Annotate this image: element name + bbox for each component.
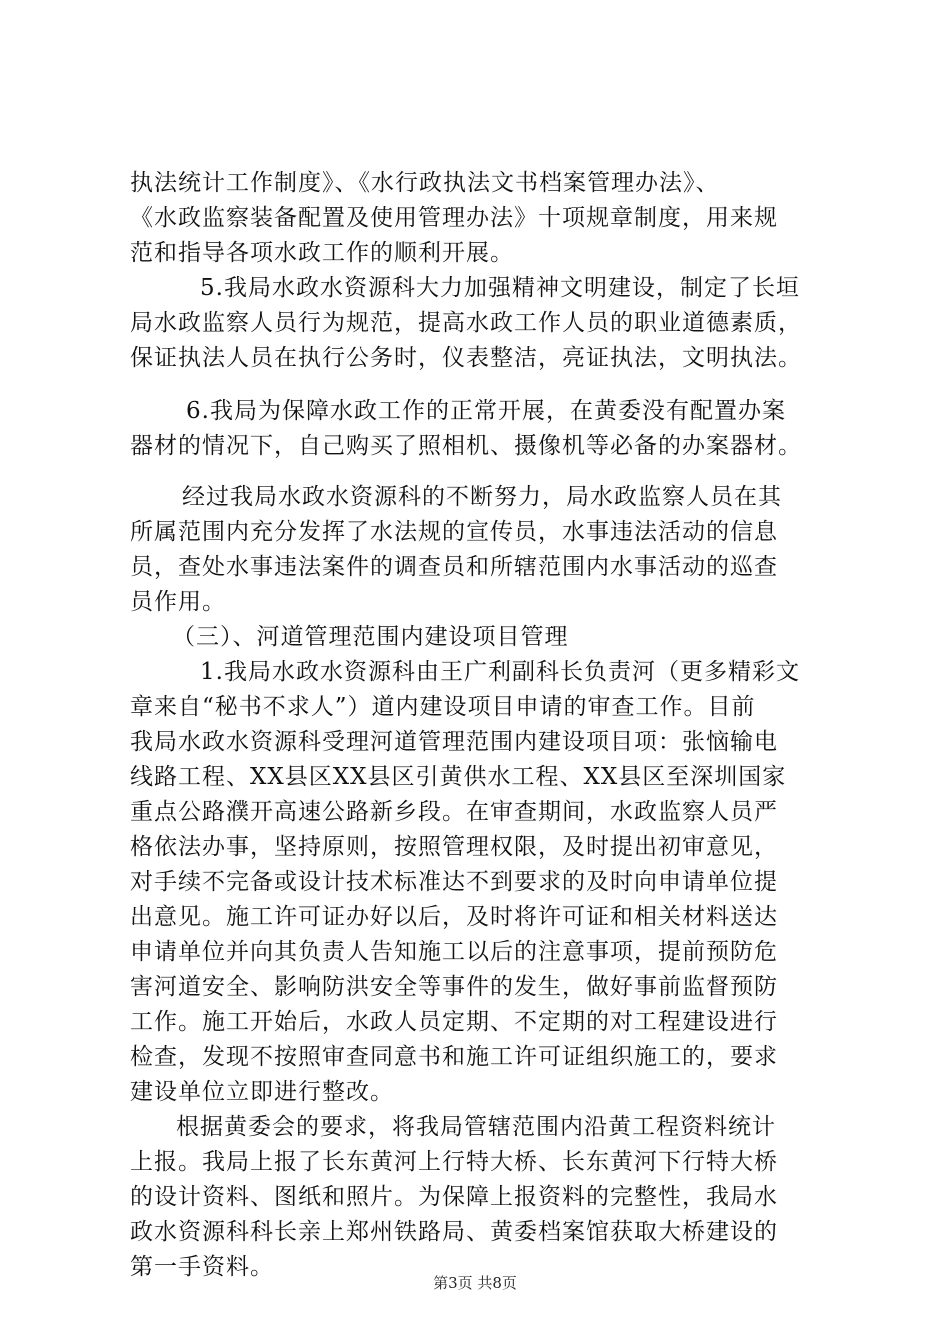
- text-line: 执法统计工作制度》、《水行政执法文书档案管理办法》、: [130, 170, 720, 196]
- text-line: 范和指导各项水政工作的顺利开展。: [130, 240, 514, 266]
- text-line: 格依法办事，坚持原则，按照管理权限，及时提出初审意见，: [130, 834, 778, 860]
- text-line: 员作用。: [130, 589, 226, 615]
- text-line: 5.我局水政水资源科大力加强精神文明建设，制定了长垣: [200, 275, 800, 301]
- text-line: 1.我局水政水资源科由王广利副科长负责河（更多精彩文: [200, 659, 800, 685]
- text-line: 局水政监察人员行为规范，提高水政工作人员的职业道德素质，: [130, 310, 802, 336]
- text-line: 申请单位并向其负责人告知施工以后的注意事项，提前预防危: [130, 939, 778, 965]
- text-line: 保证执法人员在执行公务时，仪表整洁，亮证执法，文明执法。: [130, 345, 802, 371]
- text-line: 6.我局为保障水政工作的正常开展，在黄委没有配置办案: [186, 398, 786, 424]
- text-line: 第一手资料。: [130, 1254, 274, 1280]
- text-line: 经过我局水政水资源科的不断努力，局水政监察人员在其: [182, 484, 782, 510]
- section-heading: （三）、河道管理范围内建设项目管理: [172, 624, 569, 650]
- text-line: 的设计资料、图纸和照片。为保障上报资料的完整性，我局水: [130, 1184, 778, 1210]
- text-line: 上报。我局上报了长东黄河上行特大桥、长东黄河下行特大桥: [130, 1149, 778, 1175]
- text-line: 根据黄委会的要求，将我局管辖范围内沿黄工程资料统计: [176, 1114, 776, 1140]
- page-number: 第3页 共8页: [433, 1274, 517, 1292]
- text-line: 政水资源科科长亲上郑州铁路局、黄委档案馆获取大桥建设的: [130, 1219, 778, 1245]
- text-line: 重点公路濮开高速公路新乡段。在审查期间，水政监察人员严: [130, 799, 778, 825]
- text-line: 出意见。施工许可证办好以后，及时将许可证和相关材料送达: [130, 904, 778, 930]
- text-line: 器材的情况下，自己购买了照相机、摄像机等必备的办案器材。: [130, 433, 802, 459]
- text-line: 工作。施工开始后，水政人员定期、不定期的对工程建设进行: [130, 1009, 778, 1035]
- text-line: 所属范围内充分发挥了水法规的宣传员，水事违法活动的信息: [130, 519, 778, 545]
- text-line: 检查，发现不按照审查同意书和施工许可证组织施工的，要求: [130, 1044, 778, 1070]
- text-line: 《水政监察装备配置及使用管理办法》十项规章制度，用来规: [130, 205, 778, 231]
- text-line: 员，查处水事违法案件的调查员和所辖范围内水事活动的巡查: [130, 554, 778, 580]
- text-line: 对手续不完备或设计技术标准达不到要求的及时向申请单位提: [130, 869, 778, 895]
- text-line: 害河道安全、影响防洪安全等事件的发生，做好事前监督预防: [130, 974, 778, 1000]
- text-line: 章来自“秘书不求人”）道内建设项目申请的审查工作。目前: [130, 694, 756, 720]
- text-line: 建设单位立即进行整改。: [130, 1079, 394, 1105]
- text-line: 我局水政水资源科受理河道管理范围内建设项目项：张恼输电: [130, 729, 778, 755]
- text-line: 线路工程、XX县区XX县区引黄供水工程、XX县区至深圳国家: [130, 764, 787, 790]
